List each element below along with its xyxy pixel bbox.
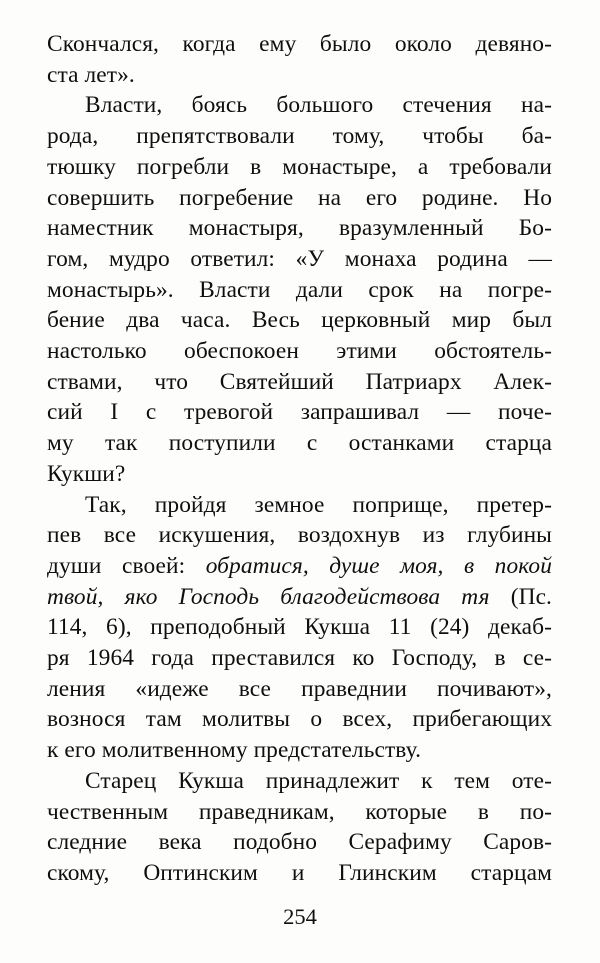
text-line: [47, 90, 552, 121]
text-segment: ления «идеже все праведнии почивают»,: [47, 675, 552, 702]
text-segment: гом, мудро ответил: «У монаха родина —: [47, 245, 552, 272]
text-line: [47, 428, 552, 459]
text-segment: ствами, что Святейший Патриарх Алек-: [47, 368, 552, 395]
text-line: [47, 367, 552, 398]
text-line: [47, 152, 552, 183]
text-line: [47, 121, 552, 152]
text-line: [47, 459, 552, 490]
text-line: [47, 305, 552, 336]
text-segment: Кукши?: [47, 460, 126, 487]
text-line: [47, 858, 552, 889]
text-segment: ста лет».: [47, 61, 135, 88]
text-line: [47, 582, 552, 613]
text-segment: к его молитвенному предстательству.: [47, 737, 422, 764]
text-segment: сий I с тревогой запрашивал — поче-: [47, 399, 552, 426]
body-text: [47, 29, 552, 889]
text-line: [47, 490, 552, 521]
text-segment: (Пс.: [489, 583, 552, 610]
text-line: [47, 735, 552, 766]
text-line: [47, 520, 552, 551]
text-segment: души своей:: [47, 552, 206, 579]
text-line: [47, 551, 552, 582]
text-line: [47, 397, 552, 428]
text-segment: рода, препятствовали тому, чтобы ба-: [47, 123, 552, 150]
text-line: [47, 766, 552, 797]
text-line: [47, 60, 552, 91]
text-segment: Так, пройдя земное поприще, претер-: [85, 491, 552, 518]
text-segment: настолько обеспокоен этими обстоятель-: [47, 338, 552, 365]
text-line: [47, 29, 552, 60]
text-segment: Скончался, когда ему было около девяно-: [47, 31, 552, 57]
italic-quote-segment: обратися, душе моя, в покой: [205, 552, 552, 579]
text-segment: следние века подобно Серафиму Саров-: [47, 829, 552, 856]
text-line: [47, 213, 552, 244]
text-line: [47, 183, 552, 214]
text-line: [47, 797, 552, 828]
text-line: [47, 275, 552, 306]
text-segment: наместник монастыря, вразумленный Бо-: [47, 215, 552, 242]
text-segment: скому, Оптинским и Глинским старцам: [47, 859, 552, 886]
text-segment: Власти, боясь большого стечения на-: [85, 92, 552, 119]
page-number: 254: [283, 904, 317, 929]
text-line: [47, 674, 552, 705]
text-segment: Старец Кукша принадлежит к тем оте-: [85, 767, 552, 794]
text-segment: бение два часа. Весь церковный мир был: [47, 307, 552, 334]
text-segment: ря 1964 года преставился ко Господу, в се-: [47, 645, 552, 672]
text-segment: пев все искушения, воздохнув из глубины: [47, 522, 552, 549]
text-segment: 114, 6), преподобный Кукша 11 (24) декаб-: [47, 614, 552, 641]
text-line: [47, 244, 552, 275]
text-segment: му так поступили с останками старца: [47, 430, 552, 457]
text-line: [47, 643, 552, 674]
text-segment: монастырь». Власти дали срок на погре-: [47, 276, 552, 303]
text-segment: тюшку погребли в монастыре, а требовали: [47, 153, 552, 180]
text-line: [47, 612, 552, 643]
text-line: [47, 336, 552, 367]
text-segment: чественным праведникам, которые в по-: [47, 798, 552, 825]
text-line: [47, 827, 552, 858]
text-segment: совершить погребение на его родине. Но: [47, 184, 552, 211]
italic-quote-segment: твой, яко Господь благодействова тя: [47, 583, 490, 610]
text-segment: вознося там молитвы о всех, прибегающих: [47, 706, 552, 733]
text-line: [47, 704, 552, 735]
